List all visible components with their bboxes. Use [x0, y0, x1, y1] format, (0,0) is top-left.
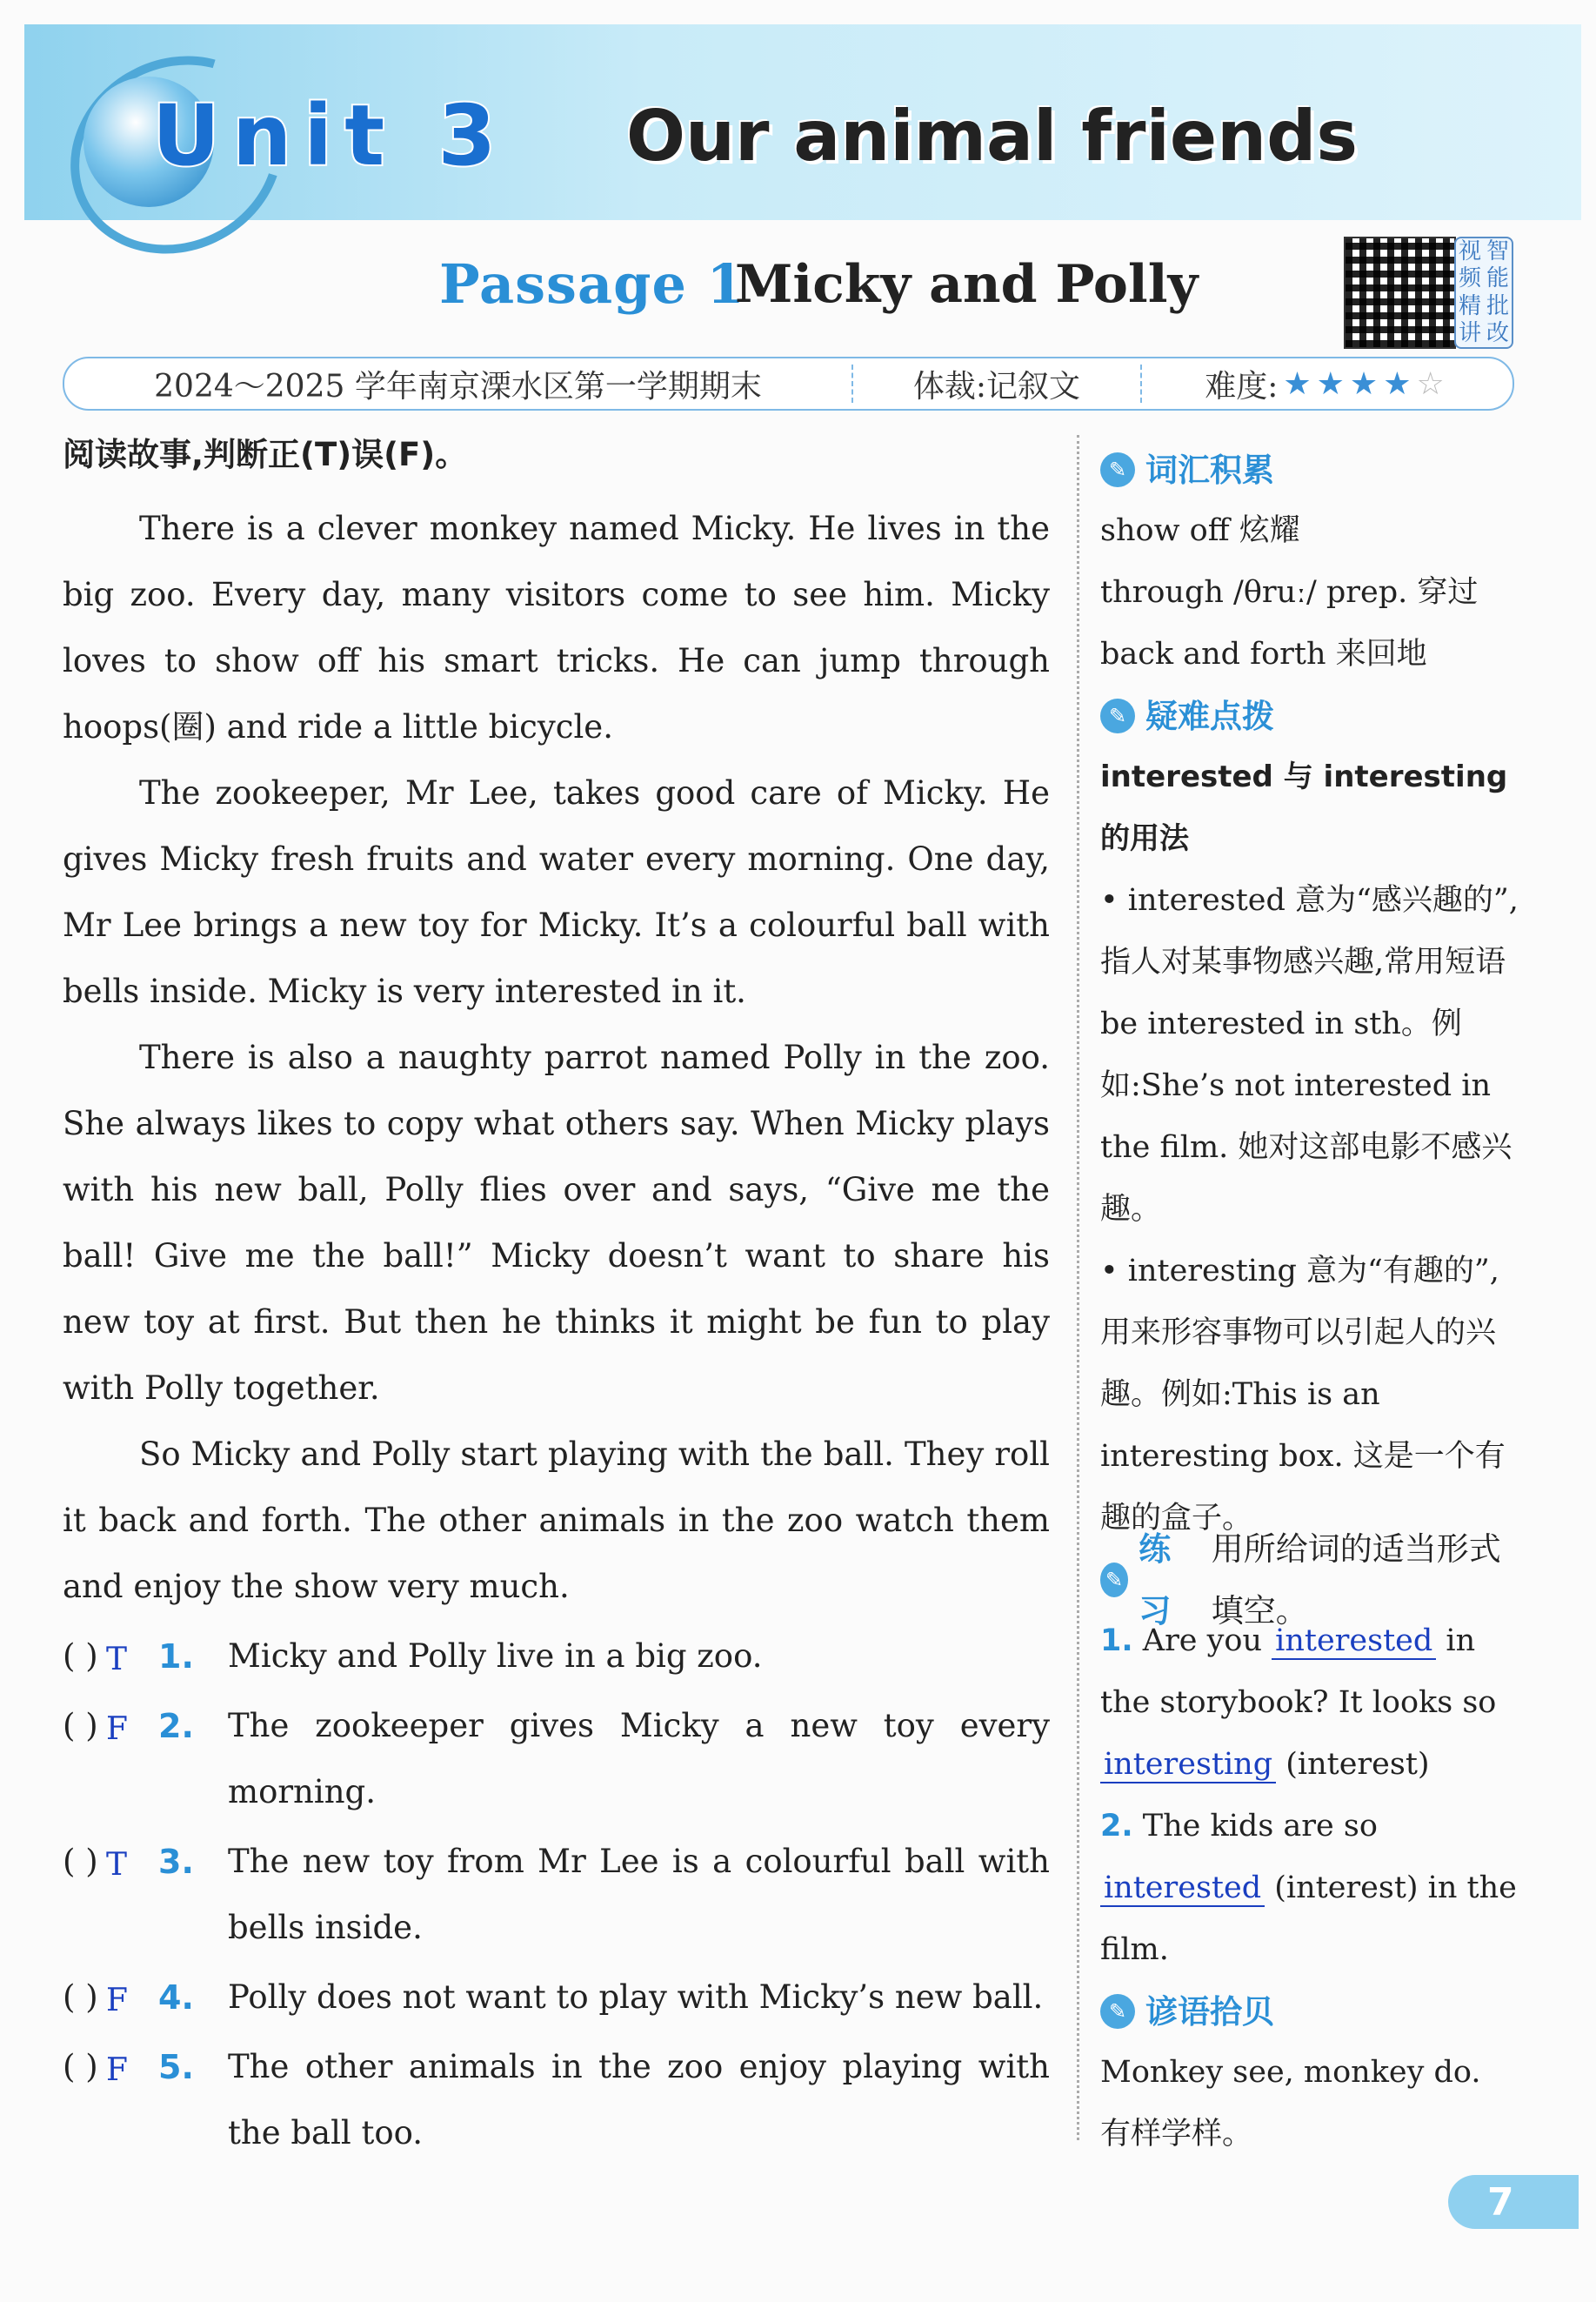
difficulty-label: 难度:: [1205, 368, 1279, 405]
vocab-heading-text: 词汇积累: [1145, 451, 1274, 489]
question-item: [63, 1964, 1050, 2031]
qr-tag: 能: [1486, 265, 1509, 292]
answer-paren: ( ): [63, 1637, 98, 1675]
question-number: 3.: [158, 1843, 194, 1881]
question-item: [63, 2034, 1050, 2166]
qr-tag: 频: [1458, 265, 1481, 292]
practice-hint: (interest): [1285, 1747, 1430, 1782]
question-item: [63, 1693, 1050, 1825]
difficulty-stars: [1278, 366, 1444, 402]
vocab-item: through /θruː/ prep. 穿过: [1100, 575, 1479, 610]
question-text: Micky and Polly live in a big zoo.: [228, 1637, 763, 1675]
info-bar: [63, 357, 1514, 411]
qr-code-icon[interactable]: [1344, 237, 1456, 349]
qr-tags: [1454, 237, 1513, 349]
star-filled-icon: ★: [1316, 365, 1345, 402]
answer-mark[interactable]: F: [106, 1711, 128, 1747]
answer-paren: ( ): [63, 1978, 98, 2016]
tips-body: • interested 意为“感兴趣的”,指人对某事物感兴趣,常用短语 be interested in sth。例如:She’s not interested in the film. 她对这部电影不感兴趣。: [1100, 883, 1519, 1227]
practice-text: Are you: [1142, 1623, 1263, 1658]
answer-mark[interactable]: F: [106, 2052, 128, 2088]
qr-tag: 智: [1486, 238, 1509, 264]
answer-mark[interactable]: T: [106, 1642, 128, 1677]
genre-text: 体裁:记叙文: [912, 368, 1081, 405]
side-column: [1100, 439, 1522, 2165]
qr-tag: 视: [1458, 238, 1481, 264]
question-number: 4.: [158, 1978, 194, 2017]
proverb-chinese: 有样学样。: [1100, 2117, 1253, 2151]
question-text: The zookeeper gives Micky a new toy every morning.: [228, 1707, 1050, 1810]
vocab-item: show off 炫耀: [1100, 513, 1300, 548]
practice-item: [1100, 1610, 1522, 1796]
column-divider: [1077, 435, 1079, 2140]
answer-mark[interactable]: F: [106, 1983, 128, 2018]
qr-tag: 精: [1458, 292, 1481, 319]
tips-heading: [1100, 686, 1522, 746]
leaf-icon: ✎: [1100, 452, 1135, 487]
question-number: 2.: [158, 1707, 194, 1745]
practice-text: in the storybook? It looks so: [1100, 1623, 1497, 1720]
proverb-heading-text: 谚语拾贝: [1145, 1992, 1274, 2031]
difficulty-cell: [1142, 358, 1507, 409]
answer-paren: ( ): [63, 2048, 98, 2085]
question-item: [63, 1623, 1050, 1690]
proverb-heading: [1100, 1981, 1522, 2042]
practice-item: [1100, 1796, 1522, 1981]
practice-heading: [1100, 1530, 1522, 1629]
proverb-english: Monkey see, monkey do.: [1100, 2055, 1481, 2090]
practice-number: 1.: [1100, 1623, 1133, 1658]
answer-paren: ( ): [63, 1707, 98, 1744]
genre-cell: [853, 358, 1140, 409]
answer-blank[interactable]: interesting: [1100, 1747, 1276, 1783]
qr-tag: 改: [1486, 319, 1509, 346]
qr-tag: 批: [1486, 292, 1509, 319]
question-number: 5.: [158, 2048, 194, 2086]
tips-title: interested 与 interesting 的用法: [1100, 760, 1508, 856]
story-paragraph: There is also a naughty parrot named Polly in the zoo. She always likes to copy what others say. When Micky plays with his new ball, Polly flies over and says, “Give me the ball! Give me the ball!” Micky doesn’t want to share his new toy at first. But then he thinks it might be fun to play with Polly together.: [63, 1039, 1050, 1407]
story-paragraph: So Micky and Polly start playing with the ball. They roll it back and forth. The other animals in the zoo watch them and enjoy the show very much.: [63, 1435, 1050, 1605]
unit-label: Unit 3: [152, 87, 509, 184]
source-cell: [64, 358, 851, 409]
leaf-icon: ✎: [1100, 699, 1135, 733]
answer-mark[interactable]: T: [106, 1847, 128, 1883]
passage-title: Micky and Polly: [735, 254, 1199, 315]
unit-title: Our animal friends: [626, 96, 1359, 177]
question-item: [63, 1829, 1050, 1961]
passage-label: Passage 1: [439, 252, 745, 316]
star-filled-icon: ★: [1283, 365, 1312, 402]
question-text: The new toy from Mr Lee is a colourful ball with bells inside.: [228, 1843, 1050, 1946]
question-text: Polly does not want to play with Micky’s new ball.: [228, 1978, 1044, 2016]
star-filled-icon: ★: [1349, 365, 1379, 402]
qr-tag: 讲: [1458, 319, 1481, 346]
page-number: 7: [1448, 2175, 1579, 2229]
answer-blank[interactable]: interested: [1272, 1623, 1436, 1660]
practice-heading-text: 练习: [1139, 1530, 1172, 1629]
answer-blank[interactable]: interested: [1100, 1870, 1265, 1907]
vocab-heading: [1100, 439, 1522, 500]
source-text: 2024～2025 学年南京溧水区第一学期期末: [154, 368, 762, 405]
reading-column: [63, 428, 1050, 2166]
practice-number: 2.: [1100, 1809, 1133, 1844]
star-filled-icon: ★: [1383, 365, 1412, 402]
tips-heading-text: 疑难点拨: [1145, 697, 1274, 735]
answer-paren: ( ): [63, 1843, 98, 1880]
question-text: The other animals in the zoo enjoy playing with the ball too.: [228, 2048, 1050, 2151]
leaf-icon: ✎: [1100, 1994, 1135, 2029]
story-paragraph: There is a clever monkey named Micky. He lives in the big zoo. Every day, many visitors come to see him. Micky loves to show off his smart tricks. He can jump through hoops(圈) and ride a little bicycle.: [63, 510, 1050, 746]
story-paragraph: The zookeeper, Mr Lee, takes good care of Micky. He gives Micky fresh fruits and water every morning. One day, Mr Lee brings a new toy for Micky. It’s a colourful ball with bells inside. Micky is very interested in it.: [63, 774, 1050, 1010]
practice-text: (interest) in the film.: [1100, 1870, 1517, 1967]
vocab-item: back and forth 来回地: [1100, 637, 1427, 672]
star-empty-icon: ☆: [1416, 365, 1445, 402]
instruction: 阅读故事,判断正(T)误(F)。: [63, 436, 468, 473]
practice-instruction: 用所给词的适当形式填空。: [1211, 1530, 1501, 1629]
leaf-icon: ✎: [1100, 1563, 1128, 1597]
practice-text: The kids are so: [1142, 1809, 1378, 1844]
tips-body: • interesting 意为“有趣的”,用来形容事物可以引起人的兴趣。例如:This is an interesting box. 这是一个有趣的盒子。: [1100, 1254, 1506, 1536]
question-number: 1.: [158, 1637, 194, 1676]
